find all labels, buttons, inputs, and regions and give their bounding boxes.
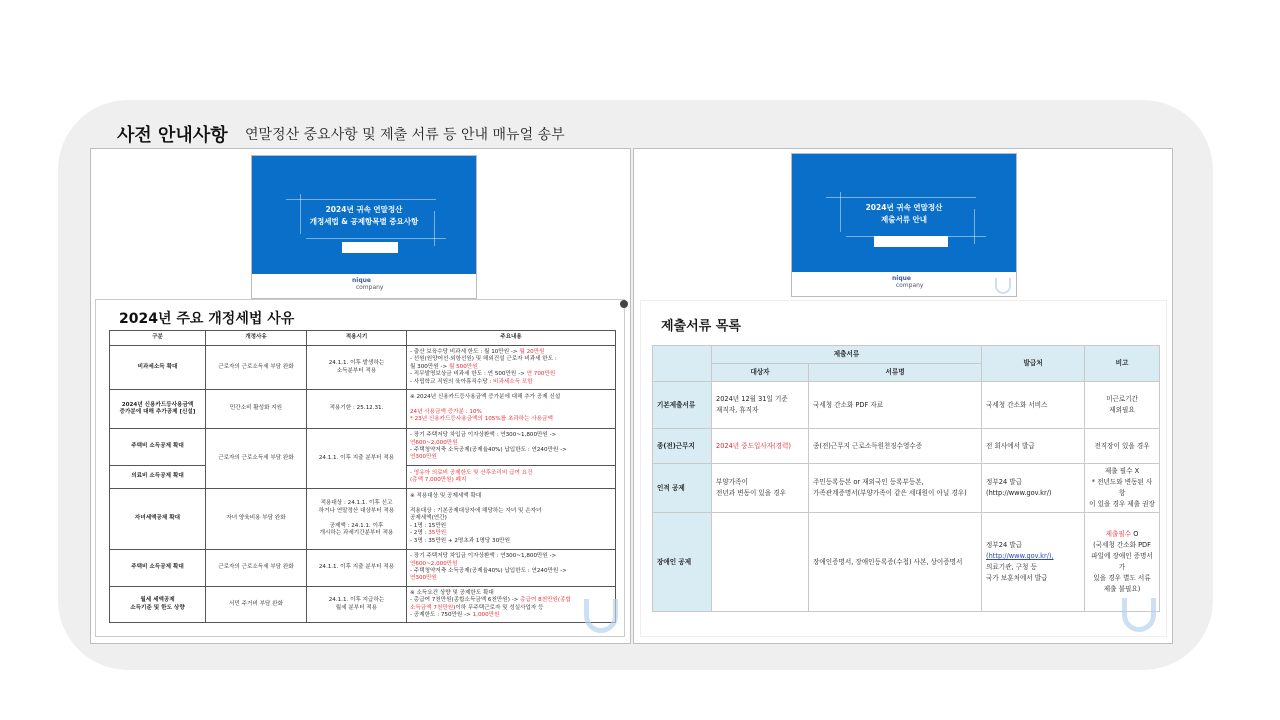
highlight-text: 비과세소득 포함	[493, 378, 533, 385]
content-line	[410, 447, 612, 454]
note-text: (국세청 간소화 PDF 파일에 장애인 증명서가 있을 경우 별도 서류 제출 불필요)	[1091, 541, 1153, 593]
header-blank	[653, 346, 712, 382]
content-line	[410, 590, 612, 597]
gov-link[interactable]: (http://www.gov.kr/),	[986, 552, 1054, 560]
row-category: 장애인 공제	[653, 513, 712, 612]
row-content	[407, 466, 616, 489]
highlight-text: 월 500만원	[448, 363, 478, 370]
row-category: 인적 공제	[653, 464, 712, 513]
table-row	[110, 429, 616, 466]
row-period: 24.1.1. 이후 지출 분부터 적용	[307, 550, 407, 587]
watermark-logo-icon	[584, 599, 618, 633]
header-note: 비고	[1085, 346, 1160, 382]
content-line	[410, 530, 612, 537]
row-note: 제출 필수 X * 전년도와 변동된 사항 이 있을 경우 제출 권장	[1085, 464, 1160, 513]
row-period: 24.1.1. 이후 발생하는 소득분부터 적용	[307, 346, 407, 390]
content-text: - 주택청약저축 소득공제(공제율40%) 납입한도 : 연240만원 ->	[410, 568, 567, 574]
content-line	[410, 553, 612, 560]
row-target	[712, 513, 809, 612]
row-note	[1085, 513, 1160, 612]
content-text: - 1명 : 15만원	[410, 522, 447, 529]
row-content	[407, 390, 616, 429]
row-category: 주택비 소득공제 확대	[110, 429, 206, 466]
row-period: 적용기한 : 25.12.31.	[307, 390, 407, 429]
content-line	[410, 568, 612, 575]
content-text: - 총급여 7천만원(종합소득금액 6천만원) ->	[410, 597, 521, 604]
content-line	[410, 538, 612, 545]
cover-title-line1: 2024년 귀속 연말정산	[865, 203, 943, 212]
row-target: 2024년 12월 31일 기준 재직자, 휴직자	[712, 382, 809, 429]
row-issuer: 정부24 발급 (http://www.gov.kr/)	[982, 464, 1085, 513]
row-category: 의료비 소득공제 확대	[110, 466, 206, 489]
column-header: 개정사유	[206, 331, 307, 346]
content-text: - 공제한도 : 750만원 ->	[410, 611, 473, 618]
row-content	[407, 489, 616, 550]
row-issuer: 국세청 간소화 서비스	[982, 382, 1085, 429]
content-text: - 장기 주택저당 차입금 이자상환액 : 연300~1,800만원 ->	[410, 553, 557, 560]
left-cover-slide	[251, 155, 477, 299]
row-issuer	[982, 513, 1085, 612]
row-category: 2024년 신용카드등사용금액 증가분에 대해 추가공제 [신설]	[110, 390, 206, 429]
row-issuer: 전 회사에서 발급	[982, 429, 1085, 464]
marker-dot	[620, 300, 628, 308]
highlight-text: 월 20만원	[519, 348, 545, 355]
content-line	[410, 515, 612, 522]
right-doc-title: 제출서류 목록	[661, 319, 741, 334]
content-text: - 주택청약저축 소득공제(공제율40%) 납입한도 : 연240만원 ->	[410, 447, 567, 453]
content-line	[410, 561, 612, 568]
column-header: 적용시기	[307, 331, 407, 346]
table-row	[653, 382, 1160, 429]
cover-title-line2: 개정세법 & 공제항목별 중요사항	[309, 217, 419, 226]
content-line	[410, 597, 612, 604]
content-line	[410, 523, 612, 530]
row-content	[407, 346, 616, 390]
content-text: ※ 2024년 신용카드등사용금액 증가분에 대해 추가 공제 신설	[410, 394, 561, 401]
content-line	[410, 575, 612, 582]
row-category: 자녀세액공제 확대	[110, 489, 206, 550]
tax-revision-table	[109, 330, 616, 623]
content-line	[410, 470, 612, 477]
content-text: )이하 무주택근로자 및 성실사업자 등	[453, 604, 544, 611]
content-text: - 3명 : 35만원 + 2명초과 1명당 30만원	[410, 537, 510, 544]
highlight-text: * 23년 신용카드등사용금액의 105%를 초과하는 사용금액	[410, 416, 553, 423]
row-reason: 민간소비 활성화 지원	[206, 390, 307, 429]
row-target: 부양가족이 전년과 변동이 있을 경우	[712, 464, 809, 513]
highlight-text: (총액 7,000만원) 폐지	[410, 477, 467, 483]
content-text: - 장기 주택저당 차입금 이자상환액 : 연300~1,800만원 ->	[410, 432, 557, 439]
table-row	[110, 587, 616, 623]
content-text: - 출산 보육수당 비과세 한도 : 월 10만원 ->	[410, 348, 520, 355]
table-row	[110, 550, 616, 587]
highlight-text: 1,000만원	[472, 611, 500, 618]
content-text: - 직무발명보상금 비과세 한도 : 연 500만원 ->	[410, 371, 527, 378]
required-label: 제출필수	[1105, 530, 1132, 538]
cover-title-line2: 제출서류 안내	[880, 215, 928, 224]
table-row	[110, 346, 616, 390]
row-doc: 장애인증명서, 장애인등록증(수첩) 사본, 상이증명서	[809, 513, 982, 612]
content-text: 적용대상 : 기본공제대상자에 해당하는 자녀 및 손자녀	[410, 507, 542, 514]
content-line	[410, 500, 612, 507]
row-category: 주택비 소득공제 확대	[110, 550, 206, 587]
highlight-text: 연300만원	[410, 454, 437, 461]
watermark-logo-icon	[1122, 598, 1156, 632]
content-text: - 사립학교 직원의 육아휴직수당 :	[410, 378, 494, 385]
row-doc: 종(전)근무지 근로소득원천징수영수증	[809, 429, 982, 464]
table-row	[110, 390, 616, 429]
highlight-text: 35만원	[428, 530, 447, 537]
header-target: 대상자	[712, 364, 809, 382]
content-line	[410, 394, 612, 401]
cover-title-line1: 2024년 귀속 연말정산	[325, 205, 403, 214]
row-content	[407, 550, 616, 587]
company-logo: nique company	[892, 275, 924, 289]
issuer-text: 정부24 발급	[986, 541, 1022, 549]
row-note: 전직장이 있을 경우	[1085, 429, 1160, 464]
watermark-logo-icon	[995, 278, 1011, 294]
header-issuer: 발급처	[982, 346, 1085, 382]
content-line	[410, 605, 612, 612]
row-period: 적용대상 : 24.1.1. 이후 신고 하거나 연말정산 대상부터 적용 공제액 : 24.1.1. 이후 개시하는 과세기간분부터 적용	[307, 489, 407, 550]
content-line	[410, 493, 612, 500]
highlight-text: 연300만원	[410, 575, 437, 582]
row-reason: 근로자의 근로소득세 부담 완화	[206, 429, 307, 489]
row-category: 기본제출서류	[653, 382, 712, 429]
right-cover-slide	[791, 153, 1017, 297]
table-row	[653, 513, 1160, 612]
content-line	[410, 432, 612, 439]
content-text: 공제세액(연간)	[410, 515, 447, 522]
table-row	[653, 429, 1160, 464]
table-row	[110, 489, 616, 550]
header-doc: 서류명	[809, 364, 982, 382]
content-text: 월 300만원 ->	[410, 363, 449, 370]
content-text: ※ 적용대상 및 공제세액 확대	[410, 493, 482, 500]
row-reason: 근로자의 근로소득세 부담 완화	[206, 346, 307, 390]
row-category: 비과세소득 확대	[110, 346, 206, 390]
row-doc: 국세청 간소화 PDF 자료	[809, 382, 982, 429]
content-text: - 2명 :	[410, 530, 429, 537]
company-logo: nique company	[352, 277, 384, 291]
row-reason: 서민 주거비 부담 완화	[206, 587, 307, 623]
row-reason: 근로자의 근로소득세 부담 완화	[206, 550, 307, 587]
row-period: 24.1.1. 이후 지출 분부터 적용	[307, 429, 407, 489]
header-group: 제출서류	[712, 346, 982, 364]
highlight-text: 연 700만원	[526, 371, 556, 378]
content-line	[410, 402, 612, 409]
highlight-text: 총급여 8천만원(종합	[520, 597, 571, 604]
highlight-text: 24년 사용금액 증가분 : 10%	[410, 409, 482, 415]
highlight-text: - 영유아 의료비 공제한도 및 산후조리비 급여 요건	[410, 469, 533, 476]
content-line	[410, 416, 612, 423]
content-line	[410, 454, 612, 461]
row-reason: 자녀 양육비용 부담 완화	[206, 489, 307, 550]
note-required	[1089, 529, 1155, 540]
content-line	[410, 440, 612, 447]
row-period: 24.1.1. 이후 지급하는 월세 분부터 적용	[307, 587, 407, 623]
highlight-text: 연600~2,000만원	[410, 439, 458, 446]
column-header: 주요내용	[407, 331, 616, 346]
highlight-text: 연600~2,000만원	[410, 560, 458, 567]
submission-documents-table	[652, 345, 1160, 612]
content-text: ※ 소득요건 상향 및 공제한도 확대	[410, 589, 494, 596]
row-doc: 주민등록등본 or 재외국인 등록부등본, 가족관계증명서(부양가족이 같은 세대원이 아닐 경우)	[809, 464, 982, 513]
required-mark: O	[1131, 530, 1139, 538]
content-line	[410, 612, 612, 619]
content-line	[410, 356, 612, 363]
row-content	[407, 429, 616, 466]
content-line	[410, 371, 612, 378]
row-note: 미근로기간 제외필요	[1085, 382, 1160, 429]
issuer-text: 의료기관, 구청 등 국가 보훈처에서 발급	[986, 563, 1048, 582]
content-line	[410, 379, 612, 386]
content-line	[410, 477, 612, 484]
row-category: 월세 세액공제 소득기준 및 한도 상향	[110, 587, 206, 623]
table-row	[653, 464, 1160, 513]
page-title: 사전 안내사항	[117, 125, 228, 146]
row-target: 2024년 중도입사자(경력)	[712, 429, 809, 464]
column-header: 구분	[110, 331, 206, 346]
content-text: - 선원(원양어선·외항선원) 및 해외건설 근로자 비과세 한도 :	[410, 356, 557, 363]
page-subtitle: 연말정산 중요사항 및 제출 서류 등 안내 매뉴얼 송부	[245, 127, 565, 143]
left-doc-title: 2024년 주요 개정세법 사유	[119, 311, 295, 327]
highlight-text: 소득금액 7천만원	[410, 604, 454, 611]
row-category: 종(전)근무지	[653, 429, 712, 464]
